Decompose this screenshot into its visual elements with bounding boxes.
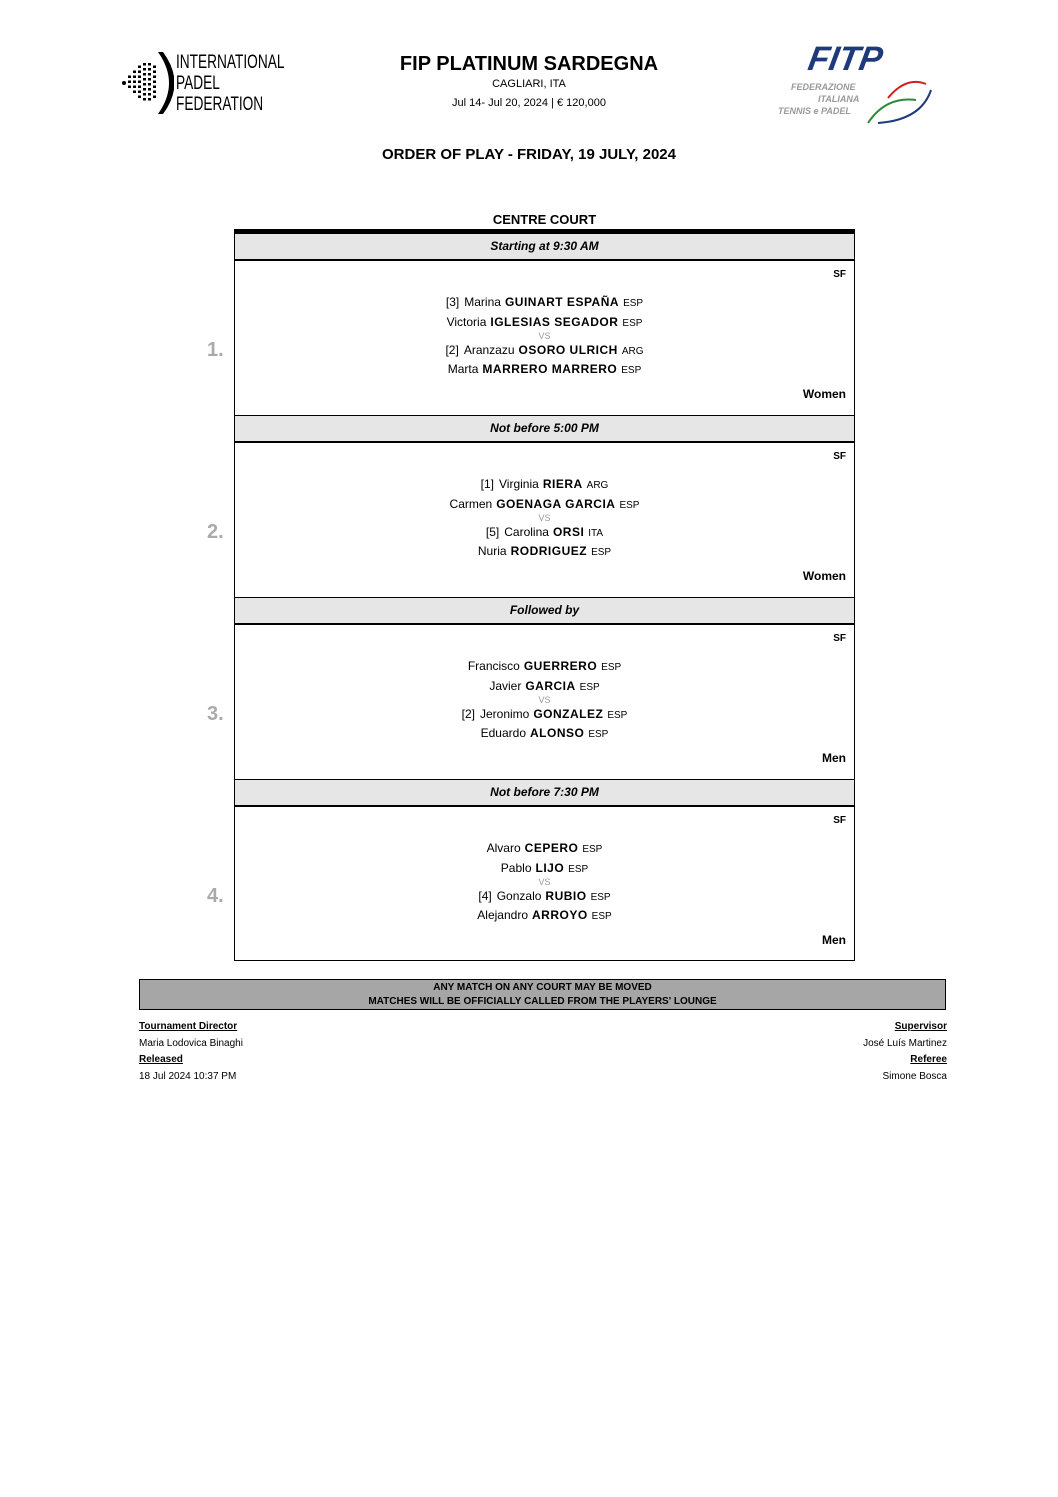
notice-line-1: ANY MATCH ON ANY COURT MAY BE MOVED xyxy=(433,982,652,993)
match-number: 1. xyxy=(207,339,224,361)
notice-banner xyxy=(139,979,946,1010)
player-first-name: Eduardo xyxy=(480,726,526,740)
versus-label: VS xyxy=(538,877,551,887)
player-nationality: ESP xyxy=(591,547,612,558)
match-time: Followed by xyxy=(234,597,855,625)
match-time: Starting at 9:30 AM xyxy=(234,233,855,261)
match-block xyxy=(207,233,855,415)
match-round: SF xyxy=(833,269,846,280)
player-first-name: Aranzazu xyxy=(463,343,515,357)
player-last-name: OSORO ULRICH xyxy=(518,343,618,357)
notice-line-2: MATCHES WILL BE OFFICIALLY CALLED FROM THE PLAYERS' LOUNGE xyxy=(368,996,717,1007)
match-body xyxy=(207,807,855,961)
player-seed: [2] xyxy=(445,343,459,357)
svg-text:FEDERAZIONE: FEDERAZIONE xyxy=(791,82,856,92)
player-last-name: ARROYO xyxy=(532,908,588,922)
player-nationality: ESP xyxy=(601,662,622,673)
supervisor-name: José Luís Martinez xyxy=(863,1038,947,1049)
match-block xyxy=(207,415,855,597)
player xyxy=(235,525,854,541)
match-body xyxy=(207,625,855,779)
player xyxy=(235,679,854,695)
player-last-name: LIJO xyxy=(535,861,565,875)
player-first-name: Pablo xyxy=(500,861,532,875)
player-seed: [3] xyxy=(445,295,460,309)
player-last-name: RODRIGUEZ xyxy=(510,544,588,558)
player xyxy=(235,362,854,378)
player xyxy=(235,908,854,924)
player-first-name: Jeronimo xyxy=(479,707,530,721)
match-category: Men xyxy=(822,933,846,947)
player-first-name: Marta xyxy=(447,362,479,376)
player xyxy=(235,497,854,513)
player-first-name: Alejandro xyxy=(477,908,528,922)
referee-label: Referee xyxy=(910,1054,947,1065)
released-label: Released xyxy=(139,1054,183,1065)
player xyxy=(235,315,854,331)
player-nationality: ESP xyxy=(623,298,644,309)
player xyxy=(235,889,854,905)
player-last-name: ORSI xyxy=(552,525,585,539)
player-first-name: Virginia xyxy=(499,477,539,491)
match-time: Not before 5:00 PM xyxy=(234,415,855,443)
match-list xyxy=(207,233,855,961)
tournament-title: FIP PLATINUM SARDEGNA xyxy=(399,53,659,75)
match-number: 3. xyxy=(207,703,224,725)
director-name: Maria Lodovica Binaghi xyxy=(139,1038,243,1049)
player-first-name: Javier xyxy=(489,679,522,693)
match-time: Not before 7:30 PM xyxy=(234,779,855,807)
svg-text:TENNIS e PADEL: TENNIS e PADEL xyxy=(778,106,851,116)
tournament-dates-prize: Jul 14- Jul 20, 2024 | € 120,000 xyxy=(452,97,606,109)
versus-label: VS xyxy=(538,513,551,523)
player-nationality: ARG xyxy=(586,480,609,491)
court-name: CENTRE COURT xyxy=(492,212,597,227)
match-category: Women xyxy=(802,569,846,583)
player-last-name: GUINART ESPAÑA xyxy=(504,295,620,309)
player-seed: [2] xyxy=(461,707,475,721)
player-nationality: ESP xyxy=(568,864,589,875)
match-round: SF xyxy=(833,633,846,644)
player-last-name: RIERA xyxy=(542,477,583,491)
player-nationality: ESP xyxy=(588,729,609,740)
player-last-name: GONZALEZ xyxy=(533,707,604,721)
player xyxy=(235,861,854,877)
player-nationality: ESP xyxy=(590,892,611,903)
player-nationality: ESP xyxy=(582,844,603,855)
supervisor-label: Supervisor xyxy=(894,1021,947,1032)
svg-text:ITALIANA: ITALIANA xyxy=(818,94,860,104)
match-number: 2. xyxy=(207,521,224,543)
player-seed: [5] xyxy=(485,525,500,539)
order-of-play-title: ORDER OF PLAY - FRIDAY, 19 JULY, 2024 xyxy=(381,146,676,163)
match-category: Men xyxy=(822,751,846,765)
match-body xyxy=(207,443,855,597)
match-round: SF xyxy=(833,815,846,826)
ipf-logo-text: INTERNATIONAL PADEL FEDERATION xyxy=(176,52,285,115)
player-nationality: ESP xyxy=(621,365,642,376)
player xyxy=(235,726,854,742)
player-first-name: Victoria xyxy=(446,315,487,329)
fitp-logo-icon xyxy=(776,40,941,124)
player-last-name: RUBIO xyxy=(545,889,587,903)
player xyxy=(235,544,854,560)
player-last-name: CEPERO xyxy=(524,841,579,855)
player-seed: [1] xyxy=(480,477,494,491)
player xyxy=(235,477,854,493)
player-first-name: Carolina xyxy=(504,525,549,539)
player-first-name: Francisco xyxy=(467,659,520,673)
versus-label: VS xyxy=(538,331,551,341)
player-nationality: ESP xyxy=(619,500,640,511)
player-last-name: MARRERO MARRERO xyxy=(482,362,618,376)
player-first-name: Gonzalo xyxy=(496,889,542,903)
player-last-name: GOENAGA GARCIA xyxy=(496,497,616,511)
player-seed: [4] xyxy=(478,889,492,903)
player-nationality: ESP xyxy=(579,682,600,693)
player xyxy=(235,707,854,723)
player-nationality: ESP xyxy=(591,911,612,922)
match-block xyxy=(207,779,855,961)
svg-text:FITP: FITP xyxy=(805,40,886,78)
player xyxy=(235,343,854,359)
player-first-name: Marina xyxy=(464,295,501,309)
player-last-name: GUERRERO xyxy=(523,659,598,673)
versus-label: VS xyxy=(538,695,551,705)
player-first-name: Carmen xyxy=(449,497,493,511)
player-last-name: IGLESIAS SEGADOR xyxy=(490,315,619,329)
player xyxy=(235,295,854,311)
player-first-name: Nuria xyxy=(477,544,507,558)
match-round: SF xyxy=(833,451,846,462)
player-nationality: ARG xyxy=(621,346,644,357)
referee-name: Simone Bosca xyxy=(882,1071,947,1082)
match-body xyxy=(207,261,855,415)
player xyxy=(235,841,854,857)
released-time: 18 Jul 2024 10:37 PM xyxy=(139,1071,237,1082)
player-last-name: GARCIA xyxy=(525,679,576,693)
tournament-location: CAGLIARI, ITA xyxy=(492,78,566,90)
match-block xyxy=(207,597,855,779)
match-number: 4. xyxy=(207,885,224,907)
match-category: Women xyxy=(802,387,846,401)
player-nationality: ESP xyxy=(622,318,643,329)
director-label: Tournament Director xyxy=(139,1021,238,1032)
player xyxy=(235,659,854,675)
player-nationality: ESP xyxy=(607,710,628,721)
player-first-name: Alvaro xyxy=(486,841,521,855)
player-nationality: ITA xyxy=(588,528,604,539)
player-last-name: ALONSO xyxy=(530,726,585,740)
